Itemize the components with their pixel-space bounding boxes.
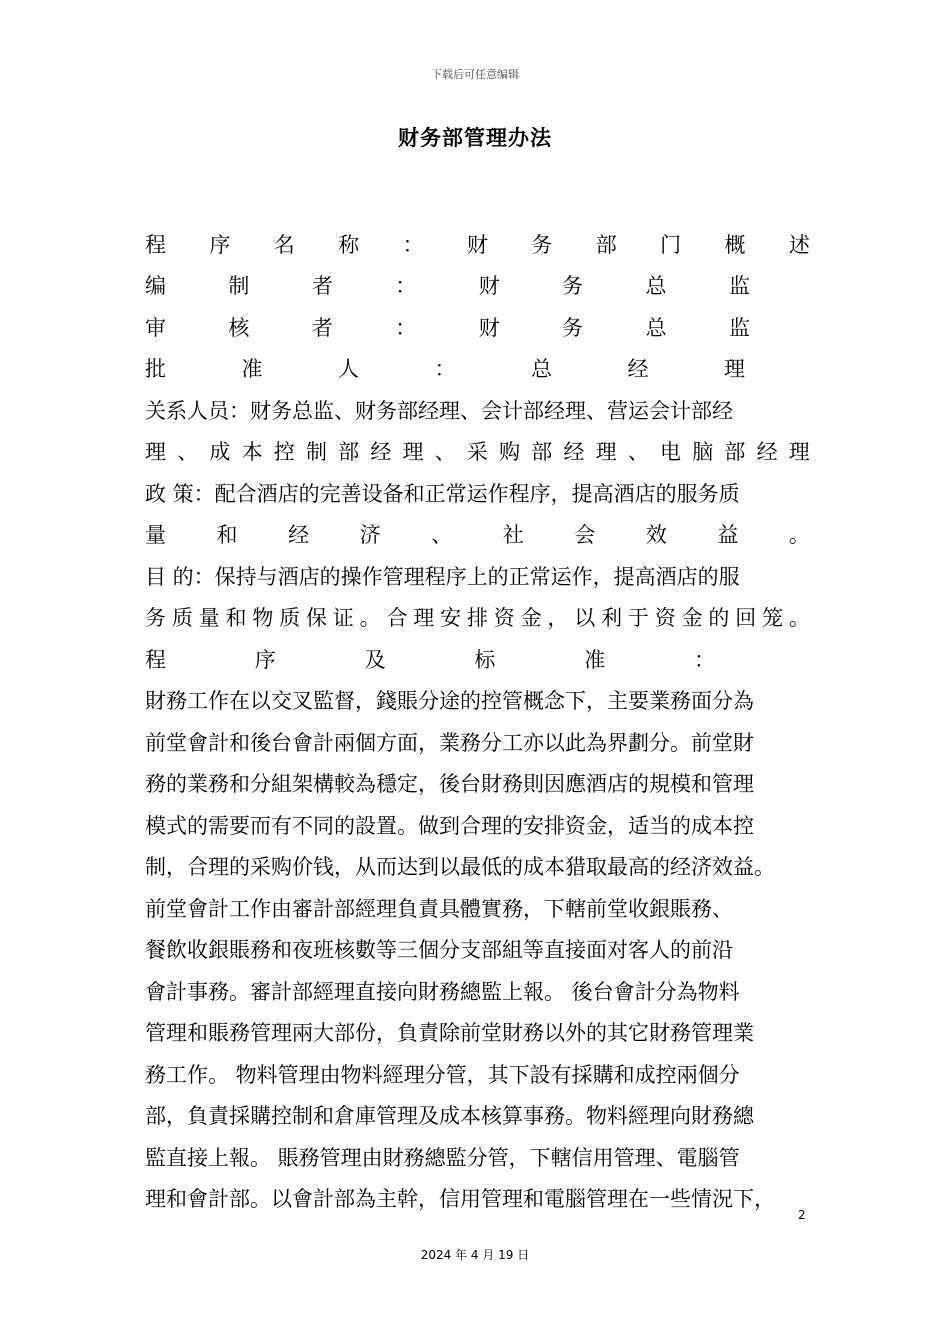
justified-char: 程 [145, 648, 166, 672]
related-line-2 [145, 437, 810, 467]
footer-date: 2024 年 4 月 19 日 [420, 1248, 530, 1262]
justified-char: 理 [413, 606, 435, 630]
justified-char: 资 [493, 606, 515, 630]
program-name-line [145, 230, 810, 260]
justified-char: 、 [627, 440, 649, 464]
justified-char: 监 [728, 316, 750, 340]
justified-char: 务 [531, 233, 553, 257]
paragraph-2-line-2: 餐飲收銀賬務和夜班核數等三個分支部組等直接面对客人的前沿 [145, 938, 733, 962]
justified-char: 序 [254, 648, 276, 672]
justified-char: 总 [645, 316, 667, 340]
justified-char: 电 [660, 440, 681, 464]
justified-char: 名 [273, 233, 295, 257]
paragraph-2-line-4: 管理和賬務管理兩大部份，負責除前堂財務以外的其它財務管理業 [145, 1021, 754, 1045]
justified-char: ： [395, 316, 417, 340]
justified-char: 质 [171, 606, 193, 630]
justified-char: 济 [359, 523, 381, 547]
justified-char: 序 [209, 233, 231, 257]
justified-char: 金 [681, 606, 703, 630]
justified-char: 金 [520, 606, 542, 630]
justified-char: 审 [145, 316, 166, 340]
justified-char: 会 [574, 523, 596, 547]
justified-char: ： [693, 648, 715, 672]
justified-char: 经 [370, 440, 392, 464]
justified-char: 量 [198, 606, 220, 630]
justified-char: 效 [645, 523, 667, 547]
justified-char: 回 [735, 606, 757, 630]
purpose-line-1: 目 的：保持与酒店的操作管理程序上的正常运作，提高酒店的服 [145, 565, 740, 589]
purpose-line-2 [145, 603, 810, 633]
policy-line-1: 政 策：配合酒店的完善设备和正常运作程序，提高酒店的服务质 [145, 482, 740, 506]
reviewer-line [145, 313, 750, 343]
justified-char: 财 [478, 274, 500, 298]
justified-char: 合 [386, 606, 408, 630]
justified-char: 以 [574, 606, 596, 630]
justified-char: 者 [311, 274, 333, 298]
justified-char: 概 [724, 233, 746, 257]
justified-char: 门 [660, 233, 682, 257]
justified-char: 控 [273, 440, 295, 464]
justified-char: 部 [724, 440, 746, 464]
justified-char: 财 [478, 316, 500, 340]
page-number: 2 [798, 1208, 806, 1222]
justified-char: 务 [145, 606, 166, 630]
justified-char: 本 [241, 440, 263, 464]
paragraph-1-line-4: 模式的需要而有不同的設置。做到合理的安排资金，适当的成本控 [145, 814, 754, 838]
justified-char: 益 [717, 523, 739, 547]
justified-char: 理 [145, 440, 166, 464]
justified-char: 经 [563, 440, 585, 464]
justified-char: 准 [584, 648, 606, 672]
justified-char: 程 [145, 233, 166, 257]
justified-char: 保 [305, 606, 327, 630]
justified-char: 者 [311, 316, 333, 340]
justified-char: 部 [338, 440, 360, 464]
policy-line-2 [145, 520, 810, 550]
compiler-line [145, 271, 750, 301]
justified-char: 及 [364, 648, 386, 672]
justified-char: 核 [228, 316, 250, 340]
justified-char: 经 [288, 523, 310, 547]
justified-char: 笼 [762, 606, 784, 630]
justified-char: 、 [431, 523, 453, 547]
justified-char: ： [434, 357, 456, 381]
justified-char: 的 [708, 606, 730, 630]
document-title: 财务部管理办法 [398, 125, 552, 150]
justified-char: 财 [466, 233, 488, 257]
paragraph-2-line-8: 理和會計部。以會計部為主幹，信用管理和電腦管理在一些情況下， [145, 1187, 775, 1211]
justified-char: 和 [216, 523, 238, 547]
justified-char: 理 [595, 440, 617, 464]
justified-char: 证 [332, 606, 354, 630]
justified-char: 经 [627, 357, 649, 381]
justified-char: 批 [145, 357, 166, 381]
justified-char: 。 [788, 523, 810, 547]
justified-char: 务 [562, 274, 584, 298]
justified-char: 和 [225, 606, 247, 630]
justified-char: 理 [402, 440, 424, 464]
justified-char: 脑 [692, 440, 714, 464]
page-header: 下载后可任意编辑 [431, 68, 519, 81]
paragraph-1-line-3: 務的業務和分組架構較為穩定，後台財務則因應酒店的規模和管理 [145, 772, 754, 796]
justified-char: ： [402, 233, 424, 257]
justified-char: 述 [788, 233, 810, 257]
justified-char: 人 [338, 357, 359, 381]
justified-char: 总 [531, 357, 552, 381]
justified-char: ： [395, 274, 417, 298]
justified-char: 。 [359, 606, 381, 630]
paragraph-2-line-1: 前堂會計工作由審計部經理負責具體實務，下轄前堂收銀賬務、 [145, 897, 733, 921]
justified-char: 务 [562, 316, 584, 340]
justified-char: ， [547, 606, 569, 630]
justified-char: 于 [627, 606, 649, 630]
justified-char: 社 [502, 523, 524, 547]
paragraph-1-line-5: 制，合理的采购价钱，从而达到以最低的成本猎取最高的经济效益。 [145, 855, 775, 879]
justified-char: 监 [728, 274, 750, 298]
paragraph-2-line-3: 會計事務。審計部經理直接向財務總監上報。 後台會計分為物料 [145, 980, 740, 1004]
justified-char: 购 [499, 440, 521, 464]
justified-char: 质 [279, 606, 301, 630]
related-line-1: 关系人员：财务总监、财务部经理、会计部经理、营运会计部经 [145, 399, 733, 423]
justified-char: 采 [466, 440, 488, 464]
justified-char: 、 [177, 440, 199, 464]
justified-char: 制 [305, 440, 327, 464]
justified-char: 准 [241, 357, 263, 381]
justified-char: 物 [252, 606, 274, 630]
justified-char: 经 [756, 440, 778, 464]
justified-char: 部 [531, 440, 553, 464]
justified-char: 理 [724, 357, 745, 381]
paragraph-2-line-5: 務工作。 物料管理由物料經理分管，其下設有採購和成控兩個分 [145, 1063, 740, 1087]
justified-char: 标 [474, 648, 496, 672]
paragraph-2-line-7: 監直接上報。 賬務管理由財務總監分管，下轄信用管理、電腦管 [145, 1146, 740, 1170]
justified-char: 总 [645, 274, 667, 298]
justified-char: 编 [145, 274, 166, 298]
justified-char: 利 [601, 606, 623, 630]
justified-char: 排 [466, 606, 488, 630]
approver-line [145, 354, 745, 384]
procedure-heading [145, 645, 715, 675]
justified-char: 。 [788, 606, 810, 630]
justified-char: 资 [654, 606, 676, 630]
justified-char: 制 [228, 274, 250, 298]
paragraph-1-line-1: 財務工作在以交叉監督，錢賬分途的控管概念下，主要業務面分為 [145, 689, 754, 713]
justified-char: 、 [434, 440, 456, 464]
justified-char: 安 [440, 606, 462, 630]
justified-char: 量 [145, 523, 166, 547]
paragraph-1-line-2: 前堂會計和後台會計兩個方面，業務分工亦以此為界劃分。前堂財 [145, 731, 754, 755]
justified-char: 部 [595, 233, 617, 257]
justified-char: 称 [338, 233, 360, 257]
justified-char: 理 [788, 440, 810, 464]
justified-char: 成 [209, 440, 231, 464]
paragraph-2-line-6: 部，負責採購控制和倉庫管理及成本核算事務。物料經理向財務總 [145, 1104, 754, 1128]
